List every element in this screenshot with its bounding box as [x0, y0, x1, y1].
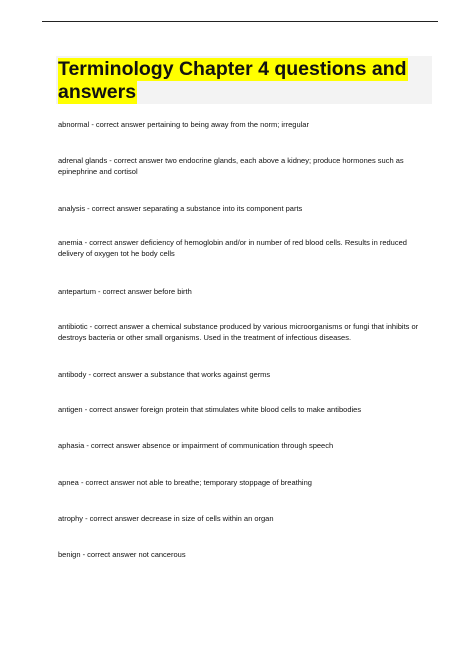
- document-title-line-2: answers: [58, 81, 137, 103]
- term-entry-benign: benign - correct answer not cancerous: [58, 550, 186, 559]
- document-title: [58, 58, 418, 104]
- term-entry-antigen: antigen - correct answer foreign protein that stimulates white blood cells to make antibodies: [58, 405, 362, 414]
- term-entry-aphasia: aphasia - correct answer absence or impairment of communication through speech: [58, 441, 334, 450]
- term-entry-antibody: antibody - correct answer a substance that works against germs: [58, 370, 271, 379]
- term-entry-analysis: analysis - correct answer separating a substance into its component parts: [58, 204, 303, 213]
- term-entry-adrenal-glands: adrenal glands - correct answer two endocrine glands, each above a kidney; produce hormones such as epinephrine and cortisol: [58, 156, 404, 176]
- term-entry-antepartum: antepartum - correct answer before birth: [58, 287, 192, 296]
- term-entry-atrophy: atrophy - correct answer decrease in size of cells within an organ: [58, 514, 274, 523]
- term-entry-abnormal: abnormal - correct answer pertaining to being away from the norm; irregular: [58, 120, 309, 129]
- document-title-line-1: Terminology Chapter 4 questions and: [58, 58, 407, 80]
- term-entry-apnea: apnea - correct answer not able to breathe; temporary stoppage of breathing: [58, 478, 312, 487]
- term-entry-antibiotic: antibiotic - correct answer a chemical substance produced by various microorganisms or fungi that inhibits or destroys bacteria or other small organisms. Used in the treatment of infectious diseases.: [58, 322, 419, 342]
- top-divider: [42, 21, 438, 22]
- term-entry-anemia: anemia - correct answer deficiency of hemoglobin and/or in number of red blood cells. Results in reduced delivery of oxygen tot he body cells: [58, 238, 407, 258]
